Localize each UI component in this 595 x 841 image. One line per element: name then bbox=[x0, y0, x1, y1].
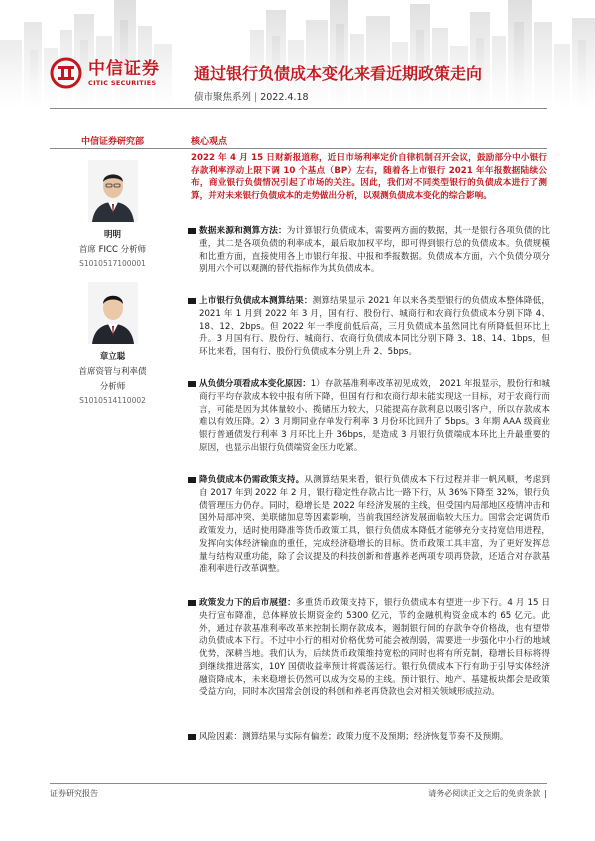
key-point-text: 从测算结果来看，银行负债成本下行过程并非一帆风顺，考虑到自 2017 年到 2022 年 2 月，银行稳定性存款占比一路下行，从 36%下降至 32%，银行负债管理压力仍存。同时，稳增长是 2022 年经济发展的主线，但受国内局部地区疫情冲击和国外局部冲突、美联储加息等因素影响，当前我国经济发展面临较大压力。国常会定调货币政策发力，适时使用降准等货币政策工具，银行负债成本降低才能够充分支持宽信用进程，发挥向实体经济输血的重任，完成经济稳增长的目标。货币政策工具丰富，为了更好发挥总量与结构双重功能，除了会议提及的科技创新和普惠养老两项专项再贷款，还适合对存款基准利率进行改革调整。 bbox=[199, 475, 550, 575]
analyst-photo-icon bbox=[88, 160, 138, 222]
report-date: 2022.4.18 bbox=[260, 92, 309, 103]
key-point-lead: 降负债成本仍需政策支持。 bbox=[199, 475, 305, 485]
bullet-square-icon bbox=[188, 600, 196, 606]
analyst-card bbox=[50, 160, 175, 268]
key-point-text: 多重货币政策支持下，银行负债成本有望进一步下行。4 月 15 日央行宣布降准，总体释放长期资金约 5300 亿元，节约金融机构资金成本约 65 亿元。此外，通过存款基准利率改革来控制长期存款成本，遏制银行间的存款争夺价格战，也有望带动负债成本下行。不过中小行的相对价格优势可能会被削弱，需要进一步强化中小行的地域优势，深耕当地。我们认为，后续货币政策维持宽松的同时也将有所克制，稳增长目标将得到继续推进落实，10Y 国债收益率预计将震荡运行。银行负债成本下行有助于引导实体经济融资降成本，未来稳增长仍然可以成为交易的主线。预计银行、地产、基建板块都会是政策受益方向，同时本次国常会创设的科创和养老再贷款也会对相关领域形成拉动。 bbox=[199, 598, 550, 698]
analyst-title-continued: 分析师 bbox=[99, 382, 126, 392]
report-series: 债市聚焦系列 bbox=[194, 92, 252, 103]
key-point-text: 测算结果显示 2021 年以来各类型银行的负债成本整体降低，2021 年 1 月到 2022 年 3 月，国有行、股份行、城商行和农商行负债成本分别下降 4、18、12、2bps。但 2022 年一季度前低后高，三月负债成本虽然同比有所降低但环比上升。3 月国有行、股份行、城商行、农商行负债成本同比分别下降 3、18、14、1bps，但环比来看，国有行、股份行负债成本分别上升 2、5bps。 bbox=[199, 296, 550, 357]
key-point bbox=[188, 295, 550, 359]
citic-logo bbox=[50, 57, 160, 89]
key-point bbox=[188, 474, 550, 576]
key-point-lead: 政策发力下的后市展望： bbox=[199, 598, 296, 608]
key-point bbox=[188, 378, 550, 455]
key-point-text: 为计算银行负债成本，需要两方面的数据，其一是银行各项负债的比重，其二是各项负债的利率成本，最后取加权平均，即可得到银行总的负债成本。负债规模和比重方面，直接使用各上市银行年报、中报和季报数据。负债成本方面，六个负债分项分别用六个可以观测的替代指标作为其负债成本。 bbox=[199, 226, 550, 275]
analyst-title: 首席资管与利率债 bbox=[78, 367, 147, 377]
report-subtitle bbox=[194, 89, 309, 103]
footer-rule bbox=[50, 783, 547, 784]
footer-disclaimer bbox=[428, 788, 547, 799]
header-rule bbox=[50, 108, 547, 109]
risk-factors-text: 风险因素：测算结果与实际有偏差；政策力度不及预期；经济恢复节奏不及预期。 bbox=[199, 732, 509, 742]
analyst-name: 章立聪 bbox=[99, 352, 126, 362]
bullet-square-icon bbox=[188, 298, 196, 304]
analyst-license-id: S1010514110002 bbox=[79, 396, 146, 405]
key-point-text: 1）存款基准利率改革初见成效， 2021 年报显示，股份行和城商行平均存款成本较中报有所下降，但国有行和农商行却未能实现这一目标，对于农商行而言，可能是因为其体量较小、揽储压力较大，只能提高存款利息以吸引客户，所以存款成本难以有效压降。2）3 月期同业存单发行利率 3 月份环比回升了 5bps。3 年期 AAA 级商业银行普通债发行利率 3 月环比上升 36bps，是造成 3 月银行负债端成本环比上升最重要的原因，也显示出银行负债端资金压力吃紧。 bbox=[199, 379, 550, 453]
core-views-heading: 核心观点 bbox=[191, 137, 228, 147]
key-point bbox=[188, 597, 550, 699]
analyst-card bbox=[50, 282, 175, 405]
key-point-lead: 数据来源和测算方法： bbox=[199, 226, 287, 236]
footer-separator: | bbox=[544, 789, 547, 798]
citic-logo-icon bbox=[50, 57, 82, 89]
key-point-lead: 上市银行负债成本测算结果： bbox=[199, 296, 313, 306]
brand-name-cn: 中信证券 bbox=[88, 59, 160, 79]
analyst-photo-icon bbox=[88, 282, 138, 344]
section-rule bbox=[50, 148, 547, 149]
analyst-name: 明明 bbox=[103, 230, 121, 240]
summary-paragraph: 2022 年 4 月 15 日财新报道称，近日市场利率定价自律机制召开会议，鼓励部分中小银行存款利率浮动上限下调 10 个基点（BP）左右，随着各上市银行 2021 年年报数据陆续公布，商业银行负债情况引起了市场的关注。因此，我们对不同类型银行的负债成本进行了测算，并对未来银行负债成本的走势做出分析，以观测负债成本变化的综合影响。 bbox=[191, 153, 547, 202]
bullet-square-icon bbox=[188, 734, 196, 740]
report-title: 通过银行负债成本变化来看近期政策走向 bbox=[194, 64, 483, 83]
key-point bbox=[188, 225, 550, 276]
key-point-lead: 从负债分项看成本变化原因： bbox=[199, 379, 311, 389]
risk-factors bbox=[188, 731, 550, 744]
research-dept-heading: 中信证券研究部 bbox=[80, 137, 144, 147]
analyst-sidebar bbox=[50, 134, 175, 147]
report-header bbox=[0, 0, 595, 108]
analyst-license-id: S1010517100001 bbox=[79, 259, 146, 268]
bullet-square-icon bbox=[188, 477, 196, 483]
bullet-square-icon bbox=[188, 381, 196, 387]
core-views-section bbox=[191, 134, 555, 147]
footer-disclaimer-text: 请务必阅读正文之后的免责条款 bbox=[428, 789, 541, 798]
brand-name-en: CITIC SECURITIES bbox=[88, 79, 157, 87]
footer-report-type: 证券研究报告 bbox=[50, 789, 98, 798]
bullet-square-icon bbox=[188, 228, 196, 234]
subtitle-separator: | bbox=[254, 92, 258, 103]
analyst-title: 首席 FICC 分析师 bbox=[78, 245, 147, 255]
